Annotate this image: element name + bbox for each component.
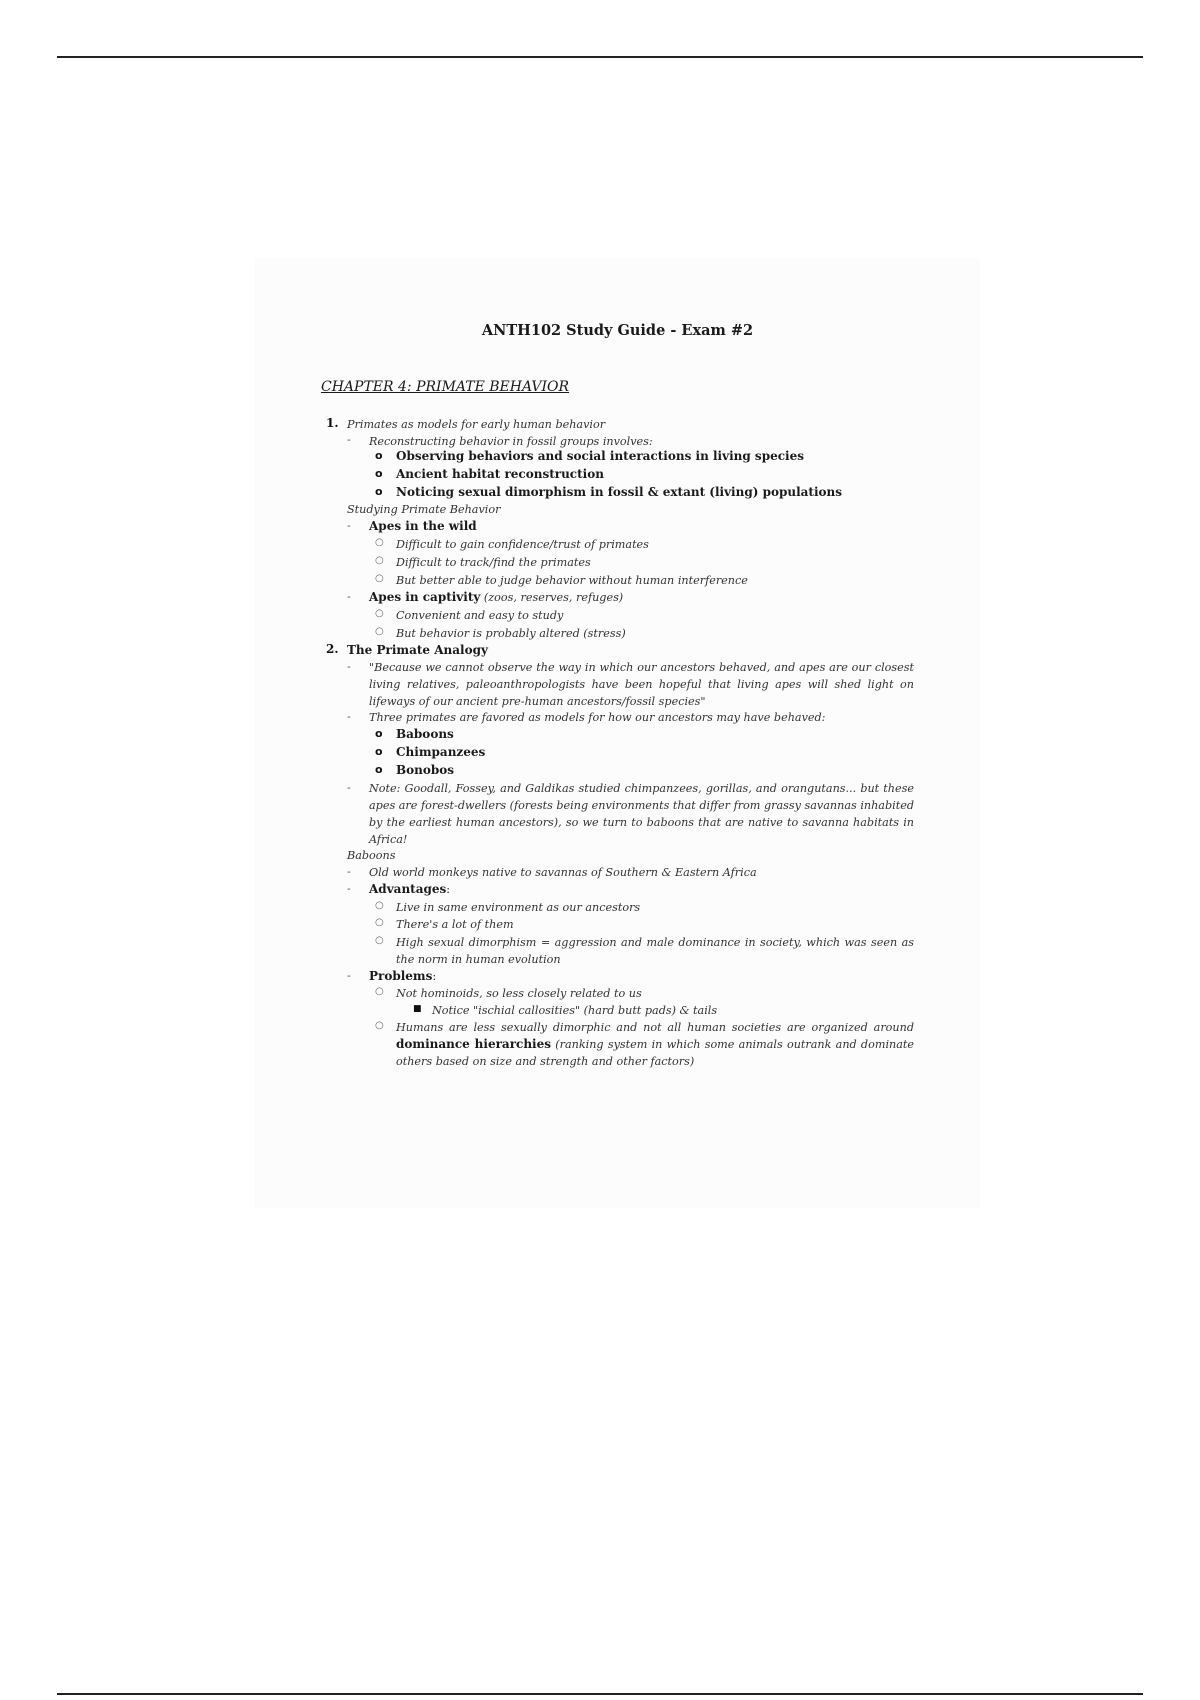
bullet-term: Apes in captivity [369,590,481,604]
bullet-circle: ○ [375,555,384,566]
bullet-line: Live in same environment as our ancestors [396,901,641,914]
paragraph-text: (ranking system in which some animals outrank and dominate others based on size and strength and other factors) [396,1038,915,1068]
bullet-line: Bonobos [396,763,455,777]
bullet-o: o [375,467,383,480]
bullet-circle: ○ [375,900,384,911]
bullet-term: Problems [369,969,433,983]
bullet-circle: ○ [375,1020,384,1031]
bullet-note: (zoos, reserves, refuges) [480,591,624,604]
bullet-dash: - [347,865,351,878]
bullet-dash: - [347,710,351,723]
bullet-line: Reconstructing behavior in fossil groups involves: [369,435,653,448]
bullet-line [369,881,450,898]
bullet-dash: - [347,882,351,895]
bullet-line: Noticing sexual dimorphism in fossil & extant (living) populations [396,485,843,499]
bullet-o: o [375,727,383,740]
quote-paragraph: "Because we cannot observe the way in which our ancestors behaved, and apes are our closest living relatives, paleoanthropologists have been hopeful that living apes will shed light on lifeways of our ancient pre-human ancestors/fossil species" [369,661,914,708]
bullet-term: Advantages [369,882,447,896]
bullet-colon: : [432,970,437,983]
document-page [255,258,980,1208]
bullet-circle: ○ [375,573,384,584]
bottom-rule [57,1693,1143,1695]
bullet-circle: ○ [375,608,384,619]
list-item-2: The Primate Analogy [347,643,488,657]
bullet-paragraph: High sexual dimorphism = aggression and male dominance in society, which was seen as the norm in human evolution [396,936,914,966]
bullet-line: Baboons [396,727,454,741]
bullet-square: ■ [413,1004,422,1014]
bullet-line: Chimpanzees [396,745,486,759]
bullet-dash: - [347,969,351,982]
bullet-line: Apes in the wild [369,519,477,533]
bullet-line [369,968,436,985]
bullet-dash: - [347,590,351,603]
bullet-o: o [375,485,383,498]
bullet-line: Ancient habitat reconstruction [396,467,604,481]
bullet-line: Not hominoids, so less closely related to us [396,987,642,1000]
chapter-heading: CHAPTER 4: PRIMATE BEHAVIOR [321,379,570,395]
bullet-circle: ○ [375,986,384,997]
bullet-circle: ○ [375,626,384,637]
list-number-1: 1. [326,416,339,430]
list-number-2: 2. [326,642,339,656]
bullet-line: Difficult to track/find the primates [396,556,591,569]
bullet-dash: - [347,433,351,446]
bullet-dash: - [347,781,351,794]
bullet-line: But behavior is probably altered (stress) [396,627,626,640]
bullet-dash: - [347,519,351,532]
bullet-line: Observing behaviors and social interactions in living species [396,449,804,463]
bullet-circle: ○ [375,935,384,946]
bullet-line: Old world monkeys native to savannas of Southern & Eastern Africa [369,866,757,879]
key-term: dominance hierarchies [396,1037,552,1051]
bullet-line: Notice "ischial callosities" (hard butt pads) & tails [432,1004,718,1017]
page-title: ANTH102 Study Guide - Exam #2 [481,322,754,339]
bullet-circle: ○ [375,537,384,548]
bullet-o: o [375,745,383,758]
subheading: Studying Primate Behavior [347,503,501,516]
top-rule [57,56,1143,58]
bullet-o: o [375,763,383,776]
bullet-line [369,589,623,606]
list-item-1: Primates as models for early human behavior [347,418,606,431]
paragraph-text: Humans are less sexually dimorphic and not all human societies are organized around [396,1021,914,1034]
bullet-o: o [375,449,383,462]
bullet-line: Three primates are favored as models for how our ancestors may have behaved: [369,711,826,724]
bullet-line: Convenient and easy to study [396,609,564,622]
bullet-paragraph [396,1019,914,1070]
bullet-circle: ○ [375,917,384,928]
bullet-line: Difficult to gain confidence/trust of primates [396,538,649,551]
bullet-dash: - [347,660,351,673]
subheading: Baboons [347,849,396,862]
bullet-line: There's a lot of them [396,918,514,931]
bullet-colon: : [446,883,451,896]
note-paragraph: Note: Goodall, Fossey, and Galdikas studied chimpanzees, gorillas, and orangutans... but these apes are forest-dwellers (forests being environments that differ from grassy savannas inhabited by the earliest human ancestors), so we turn to baboons that are native to savanna habitats in Africa! [369,782,914,846]
bullet-line: But better able to judge behavior without human interference [396,574,748,587]
